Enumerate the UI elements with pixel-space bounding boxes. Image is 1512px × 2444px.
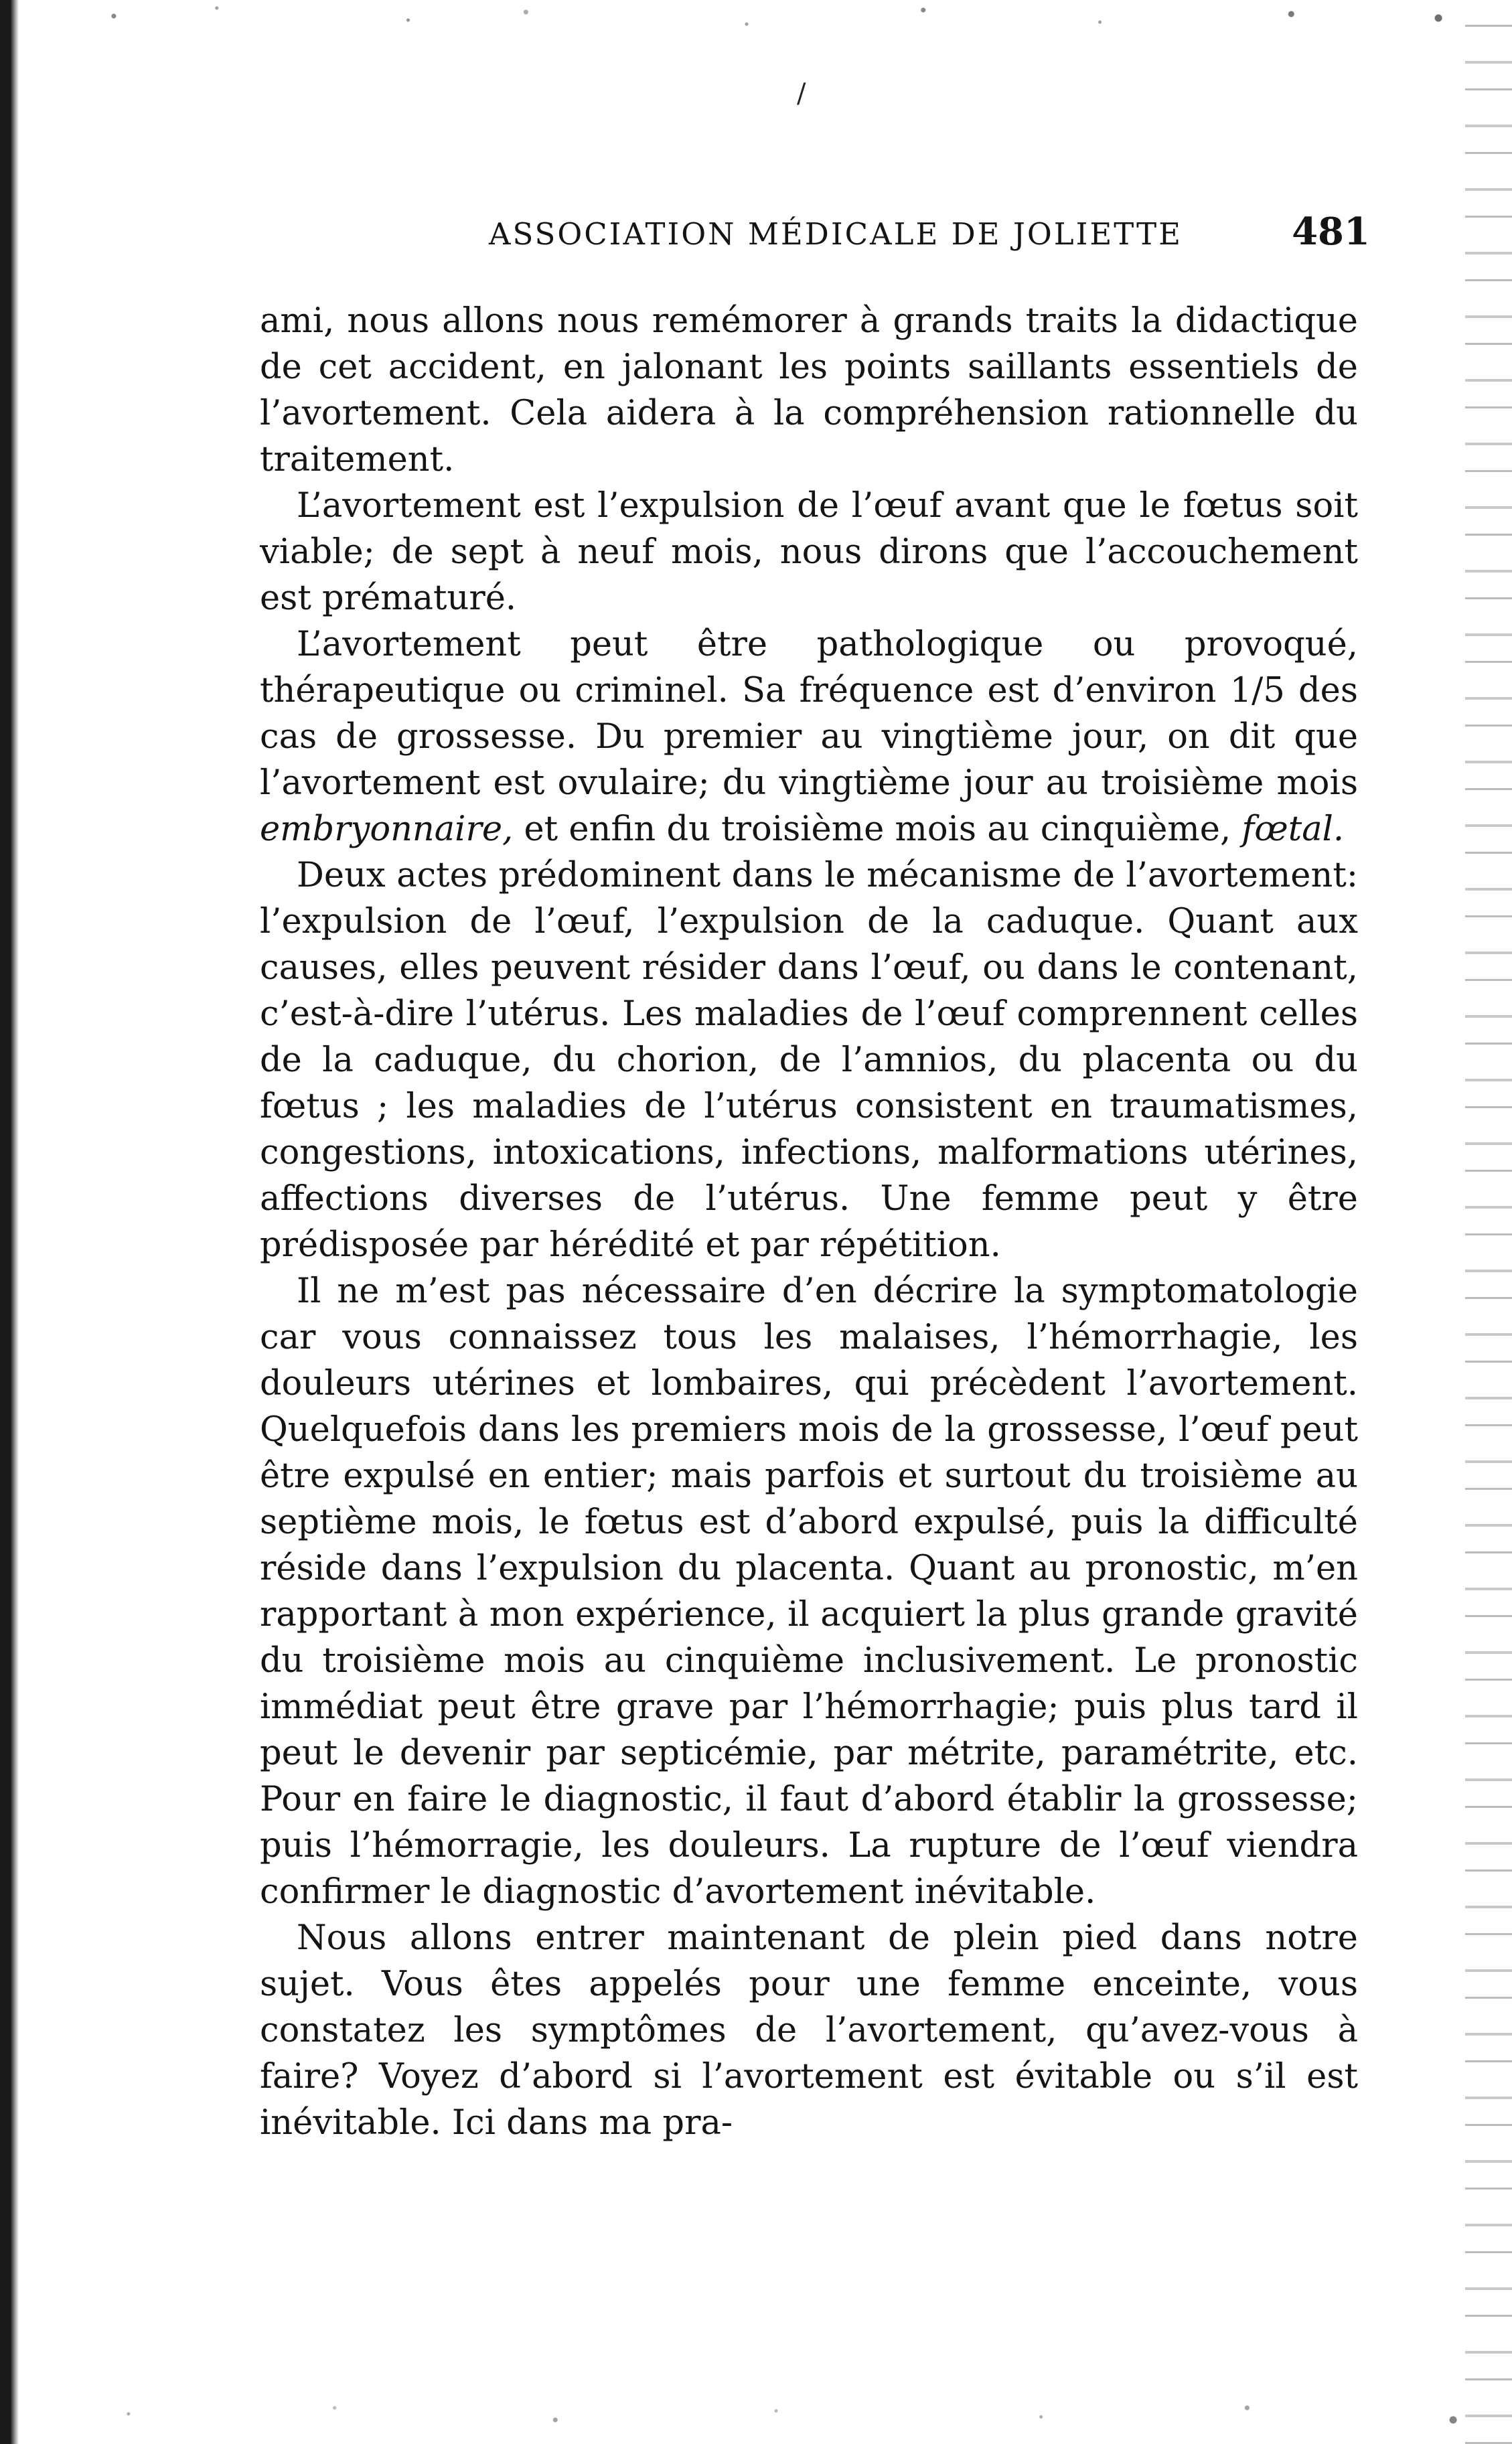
paragraph-3-italic-embryonnaire: embryonnaire, (260, 810, 514, 849)
paragraph-6: Nous allons entrer maintenant de plein pied dans notre sujet. Vous êtes appelés pour une femme enceinte, vous constatez les symptômes de l’avortement, qu’avez-vous à faire? Voyez d’abord si l’avortement est évitable ou s’il est inévitable. Ici dans ma pra- (260, 1918, 1358, 2143)
paragraph-5: Il ne m’est pas nécessaire d’en décrire la symptomatologie car vous connaissez tous les malaises, l’hémorrhagie, les douleurs utérines et lombaires, qui précèdent l’avortement. Quelquefois dans les premiers mois de la grossesse, l’œuf peut être expulsé en entier; mais parfois et surtout du troisième au septième mois, le fœtus est d’abord expulsé, puis la difficulté réside dans l’expulsion du placenta. Quant au pronostic, m’en rapportant à mon expérience, il acquiert la plus grande gravité du troisième mois au cinquième inclusivement. Le pronostic immédiat peut être grave par l’hémorrhagie; puis plus tard il peut le devenir par septicémie, par métrite, paramétrite, etc. Pour en faire le diagnostic, il faut d’abord établir la grossesse; puis l’hémorragie, les douleurs. La rupture de l’œuf viendra confirmer le diagnostic d’avortement inévitable. (260, 1272, 1358, 1912)
paragraph-3-text-b: et enfin du troisième mois au cinquième, (513, 810, 1242, 849)
binding-shadow (0, 0, 19, 2444)
header-mark: / (797, 78, 806, 109)
paragraph-3-italic-foetal: fœtal. (1241, 810, 1345, 849)
paragraph-3-text-a: L’avortement peut être pathologique ou provoqué, thérapeutique ou criminel. Sa fréquence est d’environ 1/5 des cas de grossesse. Du premier au vingtième jour, on dit que l’avortement est ovulaire; du vingtième jour au troisième mois (260, 625, 1358, 803)
scan-noise-bottom (40, 2384, 1512, 2444)
paragraph-1: ami, nous allons nous remémorer à grands traits la didactique de cet accident, en jalonant les points saillants essentiels de l’avortement. Cela aidera à la compréhension rationnelle du traitement. (260, 301, 1358, 479)
running-head: ASSOCIATION MÉDICALE DE JOLIETTE (489, 216, 1183, 252)
page-number: 481 (1292, 210, 1370, 254)
body-text (260, 298, 1358, 2146)
paragraph-3 (260, 621, 1358, 852)
scan-noise-top (40, 0, 1512, 40)
paragraph-4: Deux actes prédominent dans le mécanisme de l’avortement: l’expulsion de l’œuf, l’expulsion de la caduque. Quant aux causes, elles peuvent résider dans l’œuf, ou dans le contenant, c’est-à-dire l’utérus. Les maladies de l’œuf comprennent celles de la caduque, du chorion, de l’amnios, du placenta ou du fœtus ; les maladies de l’utérus consistent en traumatismes, congestions, intoxications, infections, malformations utérines, affections diverses de l’utérus. Une femme peut y être prédisposée par hérédité et par répétition. (260, 856, 1358, 1265)
paragraph-2: L’avortement est l’expulsion de l’œuf avant que le fœtus soit viable; de sept à neuf mois, nous dirons que l’accouchement est prématuré. (260, 486, 1358, 618)
scan-noise-right-edge (1465, 0, 1512, 2444)
